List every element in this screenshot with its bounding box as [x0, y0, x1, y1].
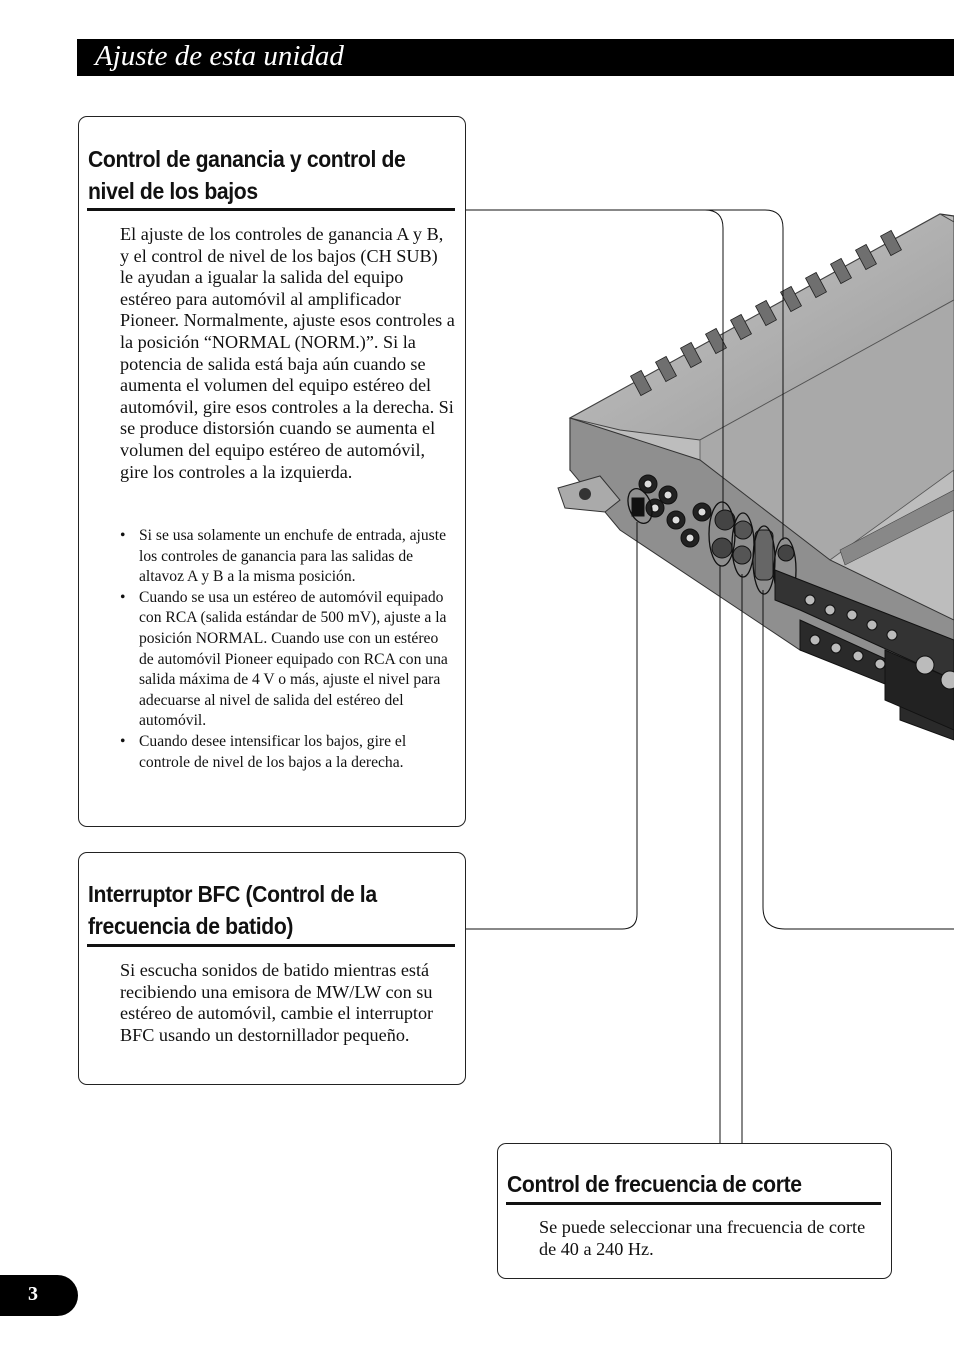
list-item: • Cuando se usa un estéreo de automóvil equipado con RCA (salida estándar de 500 mV), ajuste a la posición NORMAL. Cuando use con un estéreo de automóvil Pioneer equipado con RCA con una salida máxima de 4 V o más, ajuste el nivel para adecuarse al nivel de salida del estéreo del automóvil.	[120, 588, 456, 732]
heading-rule	[506, 1202, 881, 1205]
section-heading-line1: Interruptor BFC (Control de la	[88, 881, 377, 907]
section-heading	[88, 143, 468, 207]
list-item: • Si se usa solamente un enchufe de entrada, ajuste los controles de ganancia para las salidas de altavoz A y B a la misma posición.	[120, 526, 456, 588]
heading-rule	[87, 208, 455, 211]
gain-paragraph: El ajuste de los controles de ganancia A y B, y el control de nivel de los bajos (CH SUB) le ayudan a igualar la salida del equipo estéreo para automóvil al amplificador Pioneer. Normalmente, ajuste esos controles a la posición “NORMAL (NORM.)”. Si la potencia de salida está baja aún cuando se aumenta el volumen del equipo estéreo del automóvil, gire esos controles a la derecha. Si se produce distorsión cuando se aumenta el volumen del equipo estéreo de automóvil, gire los controles a la izquierda.	[120, 224, 455, 482]
list-item: • Cuando desee intensificar los bajos, gire el controle de nivel de los bajos a la derecha.	[120, 732, 456, 773]
page-number-tab	[0, 1275, 78, 1316]
heading-rule	[87, 944, 455, 947]
cutoff-paragraph: Se puede seleccionar una frecuencia de corte de 40 a 240 Hz.	[539, 1217, 866, 1259]
bfc-paragraph: Si escucha sonidos de batido mientras está recibiendo una emisora de MW/LW con su estéreo de automóvil, cambie el interruptor BFC usando un destornillador pequeño.	[120, 960, 434, 1045]
section-heading-line1: Control de ganancia y control de	[88, 146, 406, 172]
section-heading	[507, 1168, 887, 1200]
section-heading-line2: nivel de los bajos	[88, 178, 258, 204]
gain-bullet-list	[120, 526, 456, 773]
gain-control-section	[78, 116, 466, 827]
bfc-switch-section	[78, 852, 466, 1085]
page-title: Ajuste de esta unidad	[95, 40, 344, 72]
section-heading-line1: Control de frecuencia de corte	[507, 1171, 802, 1197]
page-number: 3	[28, 1283, 38, 1305]
section-heading	[88, 878, 468, 942]
cutoff-frequency-section	[497, 1143, 892, 1279]
section-heading-line2: frecuencia de batido)	[88, 913, 294, 939]
